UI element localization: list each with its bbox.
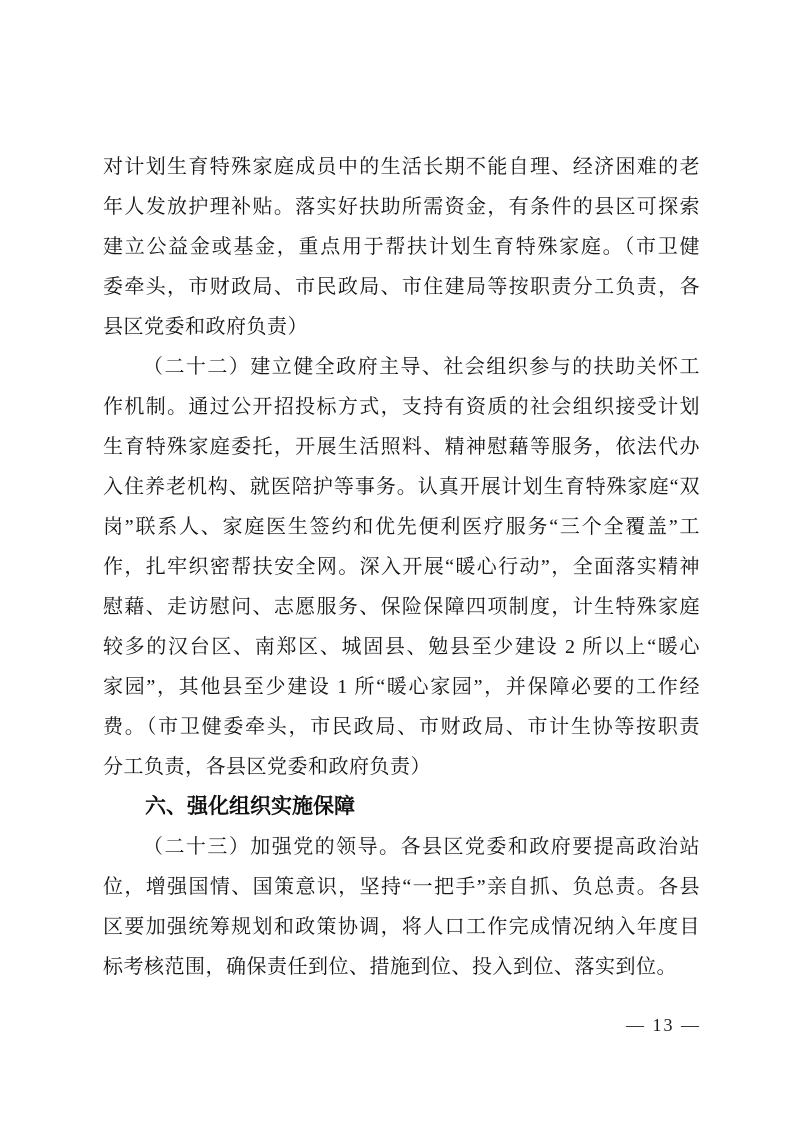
text-line: 生育特殊家庭委托，开展生活照料、精神慰藉等服务，依法代办 xyxy=(103,436,700,458)
text-line: 位，增强国情、国策意识，坚持“一把手”亲自抓、负总责。各县 xyxy=(103,876,700,898)
text-line: （二十三）加强党的领导。各县区党委和政府要提高政治站 xyxy=(143,836,700,858)
text-line: 建立公益金或基金，重点用于帮扶计划生育特殊家庭。（市卫健 xyxy=(103,236,700,258)
text-line: 年人发放护理补贴。落实好扶助所需资金，有条件的县区可探索 xyxy=(103,196,700,218)
paragraph-2 xyxy=(103,347,700,787)
text-line: 较多的汉台区、南郑区、城固县、勉县至少建设 2 所以上“暖心 xyxy=(103,636,700,658)
text-line: 标考核范围，确保责任到位、措施到位、投入到位、落实到位。 xyxy=(103,956,677,978)
text-line: 慰藉、走访慰问、志愿服务、保险保障四项制度，计生特殊家庭 xyxy=(103,596,700,618)
text-line: 县区党委和政府负责） xyxy=(103,316,308,338)
text-line: 对计划生育特殊家庭成员中的生活长期不能自理、经济困难的老 xyxy=(103,156,700,178)
text-line: 区要加强统筹规划和政策协调，将人口工作完成情况纳入年度目 xyxy=(103,916,700,938)
text-line: 委牵头，市财政局、市民政局、市住建局等按职责分工负责，各 xyxy=(103,276,700,298)
text-line: 分工负责，各县区党委和政府负责） xyxy=(103,756,431,778)
text-line: 作机制。通过公开招投标方式，支持有资质的社会组织接受计划 xyxy=(103,396,700,418)
paragraph-3 xyxy=(103,827,700,987)
text-line: 岗”联系人、家庭医生签约和优先便利医疗服务“三个全覆盖”工 xyxy=(103,516,700,538)
text-line: 家园”，其他县至少建设 1 所“暖心家园”，并保障必要的工作经 xyxy=(103,676,700,698)
text-line: 入住养老机构、就医陪护等事务。认真开展计划生育特殊家庭“双 xyxy=(103,476,700,498)
text-line: 作，扎牢织密帮扶安全网。深入开展“暖心行动”，全面落实精神 xyxy=(103,556,700,578)
text-line: 费。（市卫健委牵头，市民政局、市财政局、市计生协等按职责 xyxy=(103,716,700,738)
text-line: （二十二）建立健全政府主导、社会组织参与的扶助关怀工 xyxy=(143,356,700,378)
page-number: — 13 — xyxy=(626,1015,701,1035)
section-heading: 六、强化组织实施保障 xyxy=(145,795,355,818)
document-body xyxy=(103,147,700,987)
paragraph-1 xyxy=(103,147,700,347)
